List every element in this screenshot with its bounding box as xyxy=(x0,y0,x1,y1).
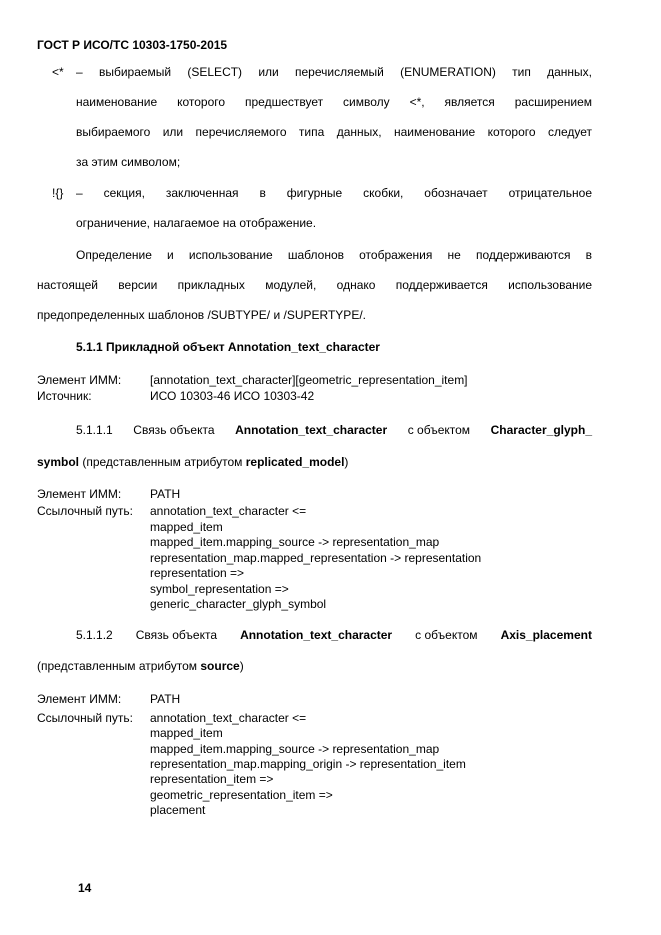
intro-line-3: предопределенных шаблонов /SUBTYPE/ и /SUPERTYPE/. xyxy=(37,308,366,322)
sub1-path-line: annotation_text_character <= xyxy=(150,504,307,518)
sub2-path-line: mapped_item xyxy=(150,726,223,740)
sub2-number: 5.1.1.2 xyxy=(76,628,113,642)
sub2-target: Axis_placement xyxy=(500,628,592,642)
legend-select-line-3: выбираемого или перечисляемого типа данных, наименование которого следует xyxy=(76,125,592,139)
sub2-prefix: Связь объекта xyxy=(135,628,217,642)
sub1-path-line: representation => xyxy=(150,566,245,580)
sub1-target-cont: symbol xyxy=(37,455,80,469)
legend-braces-symbol: !{} xyxy=(52,186,64,200)
sub2-imm-label: Элемент ИММ: xyxy=(37,692,122,706)
sub1-number: 5.1.1.1 xyxy=(76,423,113,437)
sub2-object: Annotation_text_character xyxy=(240,628,393,642)
sub2-attr-name: source xyxy=(200,659,240,673)
section-source-value: ИСО 10303-46 ИСО 10303-42 xyxy=(150,389,315,403)
sub1-path-line: symbol_representation => xyxy=(150,582,289,596)
sub1-path-line: representation_map.mapped_representation -> representation xyxy=(150,551,482,565)
sub2-title-line-2 xyxy=(37,659,244,673)
sub1-title-line xyxy=(76,423,592,437)
sub1-object: Annotation_text_character xyxy=(235,423,388,437)
sub2-path-line: mapped_item.mapping_source -> representation_map xyxy=(150,742,440,756)
intro-line-1: Определение и использование шаблонов отображения не поддерживаются в xyxy=(76,248,592,262)
sub2-ref-label: Ссылочный путь: xyxy=(37,711,133,725)
sub2-path-line: placement xyxy=(150,803,206,817)
legend-select-line-1: – выбираемый (SELECT) или перечисляемый (ENUMERATION) тип данных, xyxy=(76,65,592,79)
page-number: 14 xyxy=(78,881,92,895)
sub2-attr-suffix: ) xyxy=(239,659,244,673)
sub2-path-line: annotation_text_character <= xyxy=(150,711,307,725)
section-heading: 5.1.1 Прикладной объект Annotation_text_character xyxy=(76,340,380,354)
intro-line-2: настоящей версии прикладных модулей, однако поддерживается использование xyxy=(37,278,592,292)
sub1-mid: с объектом xyxy=(407,423,471,437)
sub1-ref-label: Ссылочный путь: xyxy=(37,504,133,518)
sub1-target: Character_glyph_ xyxy=(490,423,592,437)
section-source-label: Источник: xyxy=(37,389,92,403)
section-imm-value: [annotation_text_character][geometric_representation_item] xyxy=(150,373,468,387)
legend-braces-line-2: ограничение, налагаемое на отображение. xyxy=(76,216,317,230)
legend-select-symbol: <* xyxy=(52,65,64,79)
sub1-attr-prefix: (представленным атрибутом xyxy=(79,455,246,469)
section-imm-label: Элемент ИММ: xyxy=(37,373,122,387)
sub2-mid: с объектом xyxy=(415,628,478,642)
sub1-path-line: generic_character_glyph_symbol xyxy=(150,597,327,611)
sub1-path-line: mapped_item.mapping_source -> representation_map xyxy=(150,535,440,549)
sub1-imm-label: Элемент ИММ: xyxy=(37,487,122,501)
sub2-attr-prefix: (представленным атрибутом xyxy=(37,659,201,673)
sub1-title-line-2 xyxy=(37,455,348,469)
document-header: ГОСТ Р ИСО/ТС 10303-1750-2015 xyxy=(37,38,228,52)
sub2-path-line: representation_map.mapping_origin -> representation_item xyxy=(150,757,466,771)
sub2-path-line: representation_item => xyxy=(150,772,274,786)
sub1-path-line: mapped_item xyxy=(150,520,223,534)
legend-braces-line-1: – секция, заключенная в фигурные скобки, обозначает отрицательное xyxy=(76,186,592,200)
sub1-imm-value: PATH xyxy=(150,487,181,501)
sub1-prefix: Связь объекта xyxy=(133,423,215,437)
sub2-title-line xyxy=(76,628,592,642)
legend-select-line-2: наименование которого предшествует символу <*, является расширением xyxy=(76,95,592,109)
legend-select-line-4: за этим символом; xyxy=(76,155,181,169)
sub2-path-line: geometric_representation_item => xyxy=(150,788,333,802)
sub1-attr-name: replicated_model xyxy=(245,455,345,469)
sub1-attr-suffix: ) xyxy=(344,455,349,469)
sub2-imm-value: PATH xyxy=(150,692,181,706)
